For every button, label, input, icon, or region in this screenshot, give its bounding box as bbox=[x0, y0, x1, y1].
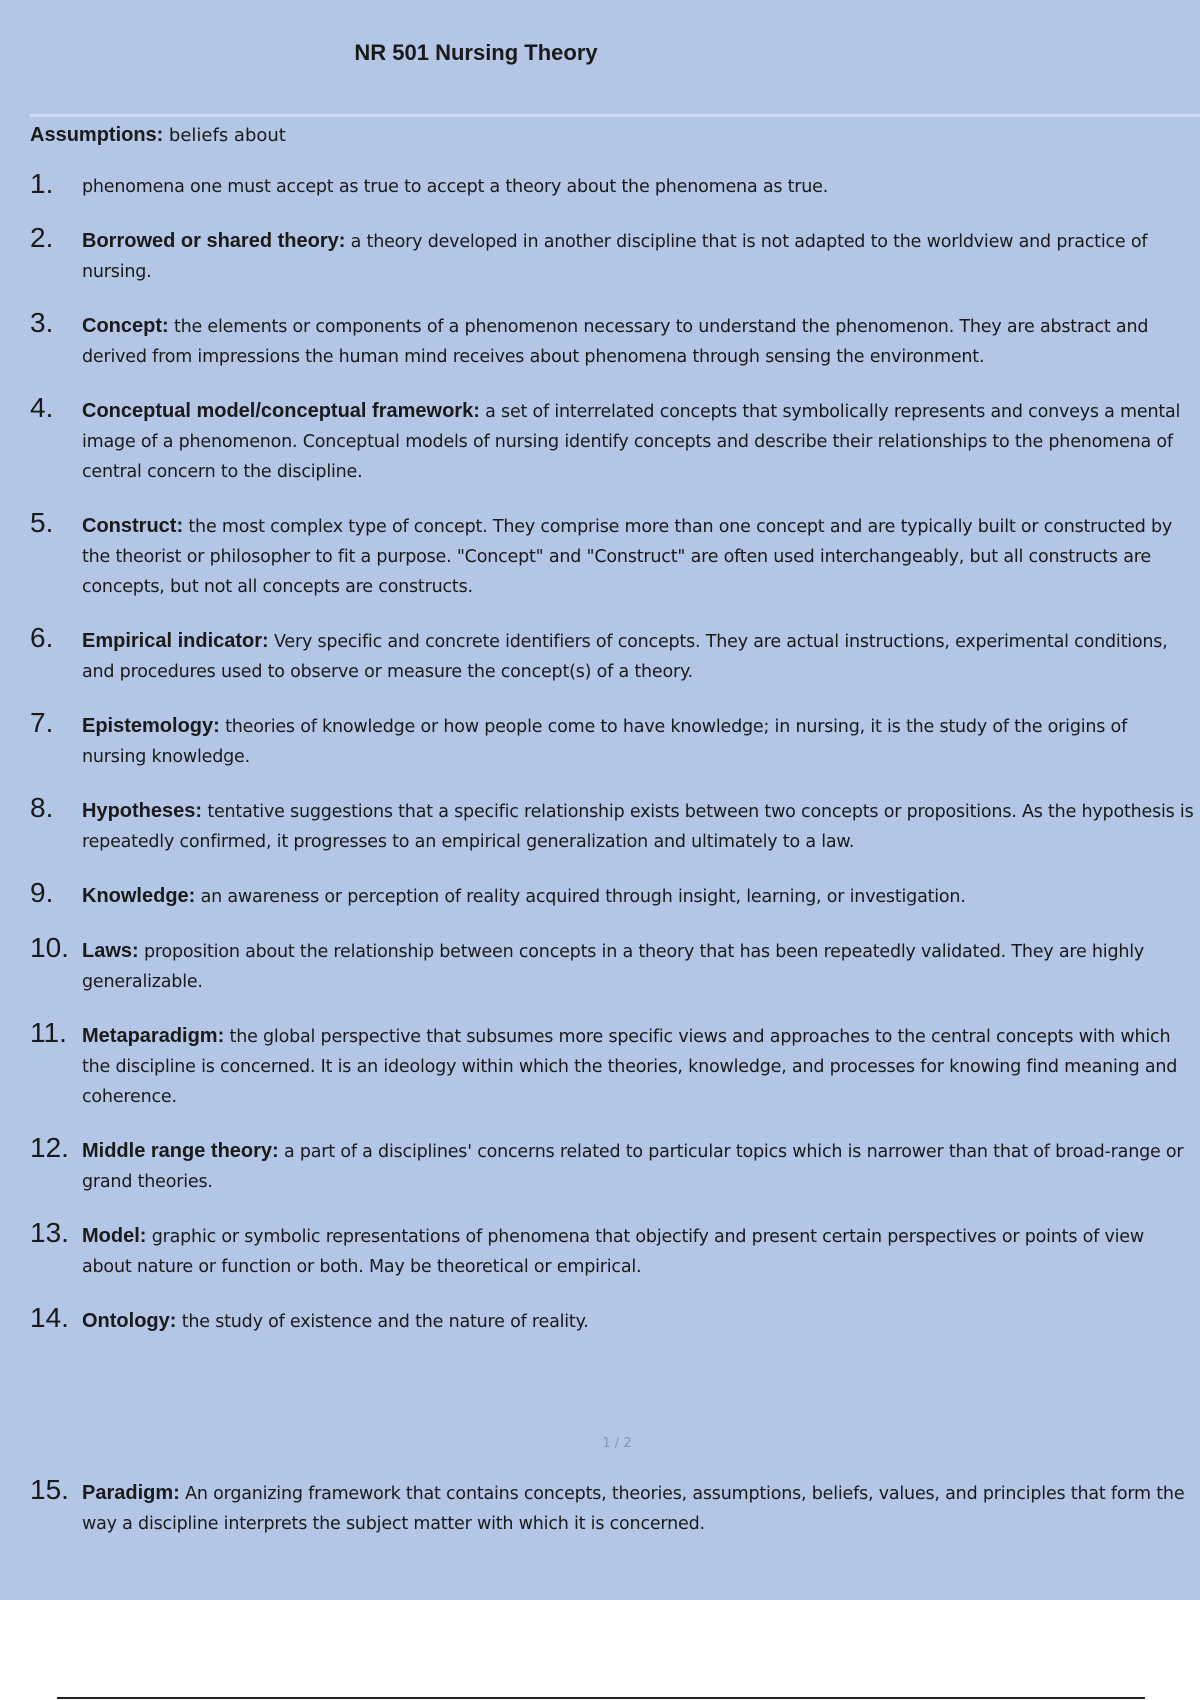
term-definition: tentative suggestions that a specific relationship exists between two concepts or propositions. As the hypothesis is repeatedly confirmed, it progresses to an empirical generalization and ultimately to a law. bbox=[82, 802, 1194, 852]
term-number: 13. bbox=[30, 1217, 69, 1248]
term-definition: the global perspective that subsumes more specific views and approaches to the central concepts with which the discipline is concerned. It is an ideology within which the theories, knowledge, and processes for knowing find meaning and coherence. bbox=[82, 1027, 1178, 1107]
term-name: Ontology: bbox=[82, 1310, 177, 1332]
term-number: 6. bbox=[30, 622, 54, 653]
term-name: Concept: bbox=[82, 315, 169, 337]
assumptions-text: beliefs about bbox=[168, 125, 286, 146]
term-definition: a theory developed in another discipline that is not adapted to the worldview and practice of nursing. bbox=[82, 232, 1148, 282]
term-item bbox=[30, 932, 1200, 997]
term-definition: proposition about the relationship between concepts in a theory that has been repeatedly validated. They are highly generalizable. bbox=[82, 942, 1145, 992]
term-definition: graphic or symbolic representations of phenomena that objectify and present certain perspectives or points of view about nature or function or both. May be theoretical or empirical. bbox=[82, 1227, 1144, 1277]
term-entry bbox=[82, 711, 1200, 772]
term-number: 2. bbox=[30, 222, 54, 253]
term-number: 9. bbox=[30, 877, 54, 908]
term-item bbox=[30, 1017, 1200, 1112]
term-name: Model: bbox=[82, 1225, 147, 1247]
term-entry bbox=[82, 1478, 1200, 1539]
term-item bbox=[30, 877, 1200, 912]
term-definition: Very specific and concrete identifiers of concepts. They are actual instructions, experimental conditions, and procedures used to observe or measure the concept(s) of a theory. bbox=[82, 632, 1168, 682]
term-item bbox=[30, 1217, 1200, 1282]
page-number: 1 / 2 bbox=[602, 1436, 632, 1451]
term-definition: an awareness or perception of reality acquired through insight, learning, or investigation. bbox=[200, 887, 966, 907]
term-item bbox=[30, 1474, 1200, 1539]
term-entry bbox=[82, 226, 1200, 287]
term-entry bbox=[82, 311, 1200, 372]
term-definition: the study of existence and the nature of reality. bbox=[181, 1312, 589, 1332]
term-number: 7. bbox=[30, 707, 54, 738]
term-number: 1. bbox=[30, 168, 54, 199]
term-entry bbox=[82, 172, 1200, 202]
term-name: Epistemology: bbox=[82, 715, 220, 737]
term-entry bbox=[82, 511, 1200, 602]
term-definition: a part of a disciplines' concerns related to particular topics which is narrower than that of broad-range or grand theories. bbox=[82, 1142, 1184, 1192]
term-entry bbox=[82, 796, 1200, 857]
term-item bbox=[30, 792, 1200, 857]
term-entry bbox=[82, 396, 1200, 487]
term-entry bbox=[82, 936, 1200, 997]
term-number: 10. bbox=[30, 932, 69, 963]
term-item bbox=[30, 622, 1200, 687]
assumptions-intro bbox=[30, 124, 286, 147]
term-number: 15. bbox=[30, 1474, 69, 1505]
term-entry bbox=[82, 881, 1200, 912]
term-definition: theories of knowledge or how people come to have knowledge; in nursing, it is the study of the origins of nursing knowledge. bbox=[82, 717, 1128, 767]
term-definition: the elements or components of a phenomenon necessary to understand the phenomenon. They are abstract and derived from impressions the human mind receives about phenomena through sensing the environment. bbox=[82, 317, 1149, 367]
term-entry bbox=[82, 1221, 1200, 1282]
term-item bbox=[30, 168, 1200, 202]
term-definition: phenomena one must accept as true to accept a theory about the phenomena as true. bbox=[82, 177, 829, 197]
title-divider bbox=[30, 114, 1200, 117]
footer-divider bbox=[57, 1697, 1145, 1699]
term-item bbox=[30, 1132, 1200, 1197]
assumptions-term: Assumptions: bbox=[30, 124, 164, 146]
term-number: 4. bbox=[30, 392, 54, 423]
term-item bbox=[30, 507, 1200, 602]
term-name: Construct: bbox=[82, 515, 184, 537]
term-number: 11. bbox=[30, 1017, 67, 1048]
term-number: 8. bbox=[30, 792, 54, 823]
term-item bbox=[30, 307, 1200, 372]
term-name: Borrowed or shared theory: bbox=[82, 230, 346, 252]
term-number: 14. bbox=[30, 1302, 69, 1333]
term-entry bbox=[82, 1021, 1200, 1112]
term-entry bbox=[82, 626, 1200, 687]
term-name: Conceptual model/conceptual framework: bbox=[82, 400, 480, 422]
term-definition: a set of interrelated concepts that symbolically represents and conveys a mental image of a phenomenon. Conceptual models of nursing identify concepts and describe their relationships to the phenomena of central concern to the discipline. bbox=[82, 402, 1181, 482]
term-name: Middle range theory: bbox=[82, 1140, 279, 1162]
term-number: 12. bbox=[30, 1132, 69, 1163]
term-name: Hypotheses: bbox=[82, 800, 203, 822]
term-name: Metaparadigm: bbox=[82, 1025, 225, 1047]
term-entry bbox=[82, 1136, 1200, 1197]
document-title: NR 501 Nursing Theory bbox=[354, 40, 598, 65]
term-name: Paradigm: bbox=[82, 1482, 180, 1504]
term-item bbox=[30, 1302, 1200, 1337]
terms-list-page-2 bbox=[30, 1474, 1200, 1563]
term-name: Empirical indicator: bbox=[82, 630, 269, 652]
term-name: Knowledge: bbox=[82, 885, 196, 907]
terms-list bbox=[30, 168, 1200, 1361]
term-entry bbox=[82, 1306, 1200, 1337]
term-name: Laws: bbox=[82, 940, 139, 962]
term-item bbox=[30, 392, 1200, 487]
term-item bbox=[30, 222, 1200, 287]
term-definition: the most complex type of concept. They comprise more than one concept and are typically built or constructed by the theorist or philosopher to fit a purpose. "Concept" and "Construct" are often used interchangeably, but all constructs are concepts, but not all concepts are constructs. bbox=[82, 517, 1173, 597]
term-item bbox=[30, 707, 1200, 772]
term-number: 3. bbox=[30, 307, 54, 338]
term-number: 5. bbox=[30, 507, 54, 538]
term-definition: An organizing framework that contains concepts, theories, assumptions, beliefs, values, and principles that form the way a discipline interprets the subject matter with which it is concerned. bbox=[82, 1484, 1185, 1534]
